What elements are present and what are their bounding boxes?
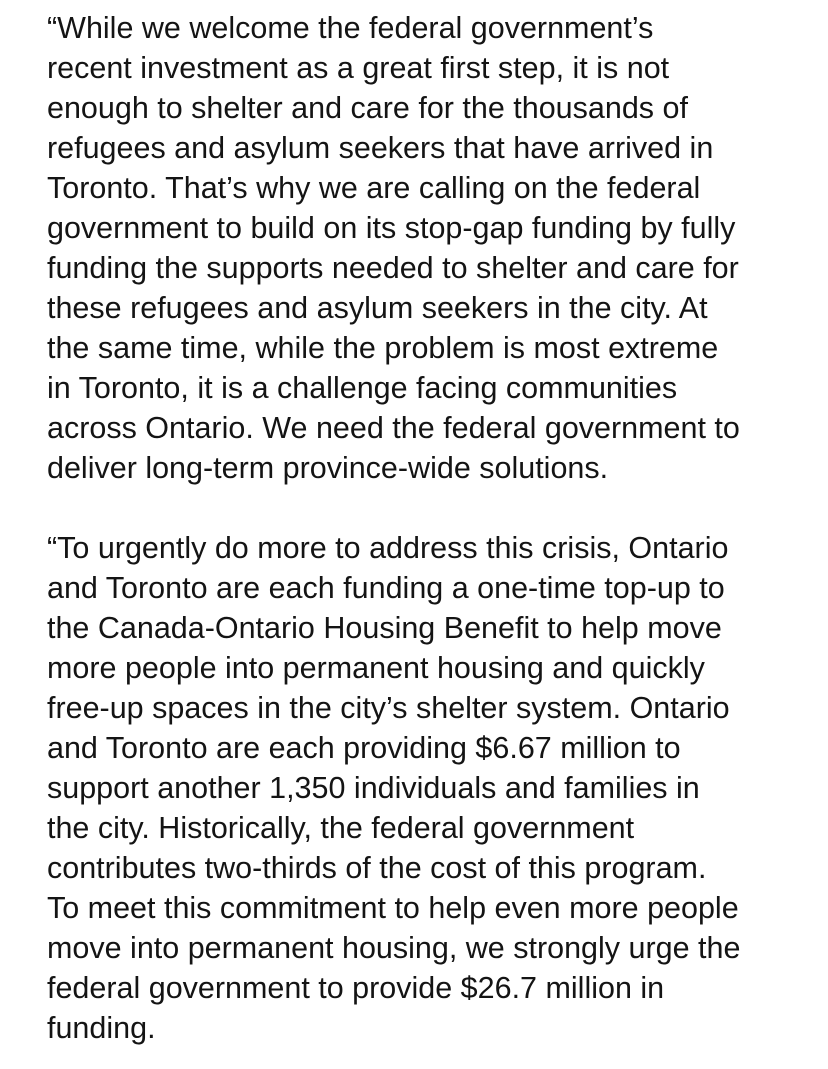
text-line: Toronto. That’s why we are calling on the federal [47,171,701,205]
text-line: contributes two-thirds of the cost of this program. [47,851,707,885]
text-line: free-up spaces in the city’s shelter system. Ontario [47,691,730,725]
paragraph-2 [47,528,807,1048]
text-line: To meet this commitment to help even more people [47,891,739,925]
text-line: federal government to provide $26.7 million in [47,971,665,1005]
paragraph-1 [47,8,807,488]
text-line: the city. Historically, the federal government [47,811,635,845]
text-line: the Canada-Ontario Housing Benefit to help move [47,611,722,645]
text-line: recent investment as a great first step, it is not [47,51,670,85]
text-line: and Toronto are each funding a one-time top-up to [47,571,725,605]
text-line: enough to shelter and care for the thousands of [47,91,688,125]
text-line: these refugees and asylum seekers in the city. At [47,291,708,325]
text-line: the same time, while the problem is most extreme [47,331,719,365]
text-line: funding. [47,1011,156,1045]
text-line: refugees and asylum seekers that have arrived in [47,131,714,165]
text-line: “While we welcome the federal government’s [47,11,654,45]
text-line: funding the supports needed to shelter and care for [47,251,739,285]
text-line: more people into permanent housing and quickly [47,651,705,685]
text-line: and Toronto are each providing $6.67 million to [47,731,681,765]
text-line: deliver long-term province-wide solutions. [47,451,609,485]
text-line: “To urgently do more to address this crisis, Ontario [47,531,729,565]
text-line: in Toronto, it is a challenge facing communities [47,371,678,405]
text-line: move into permanent housing, we strongly urge the [47,931,741,965]
text-line: support another 1,350 individuals and families in [47,771,700,805]
text-line: government to build on its stop-gap funding by fully [47,211,736,245]
document-body [47,8,807,1048]
text-line: across Ontario. We need the federal government to [47,411,740,445]
